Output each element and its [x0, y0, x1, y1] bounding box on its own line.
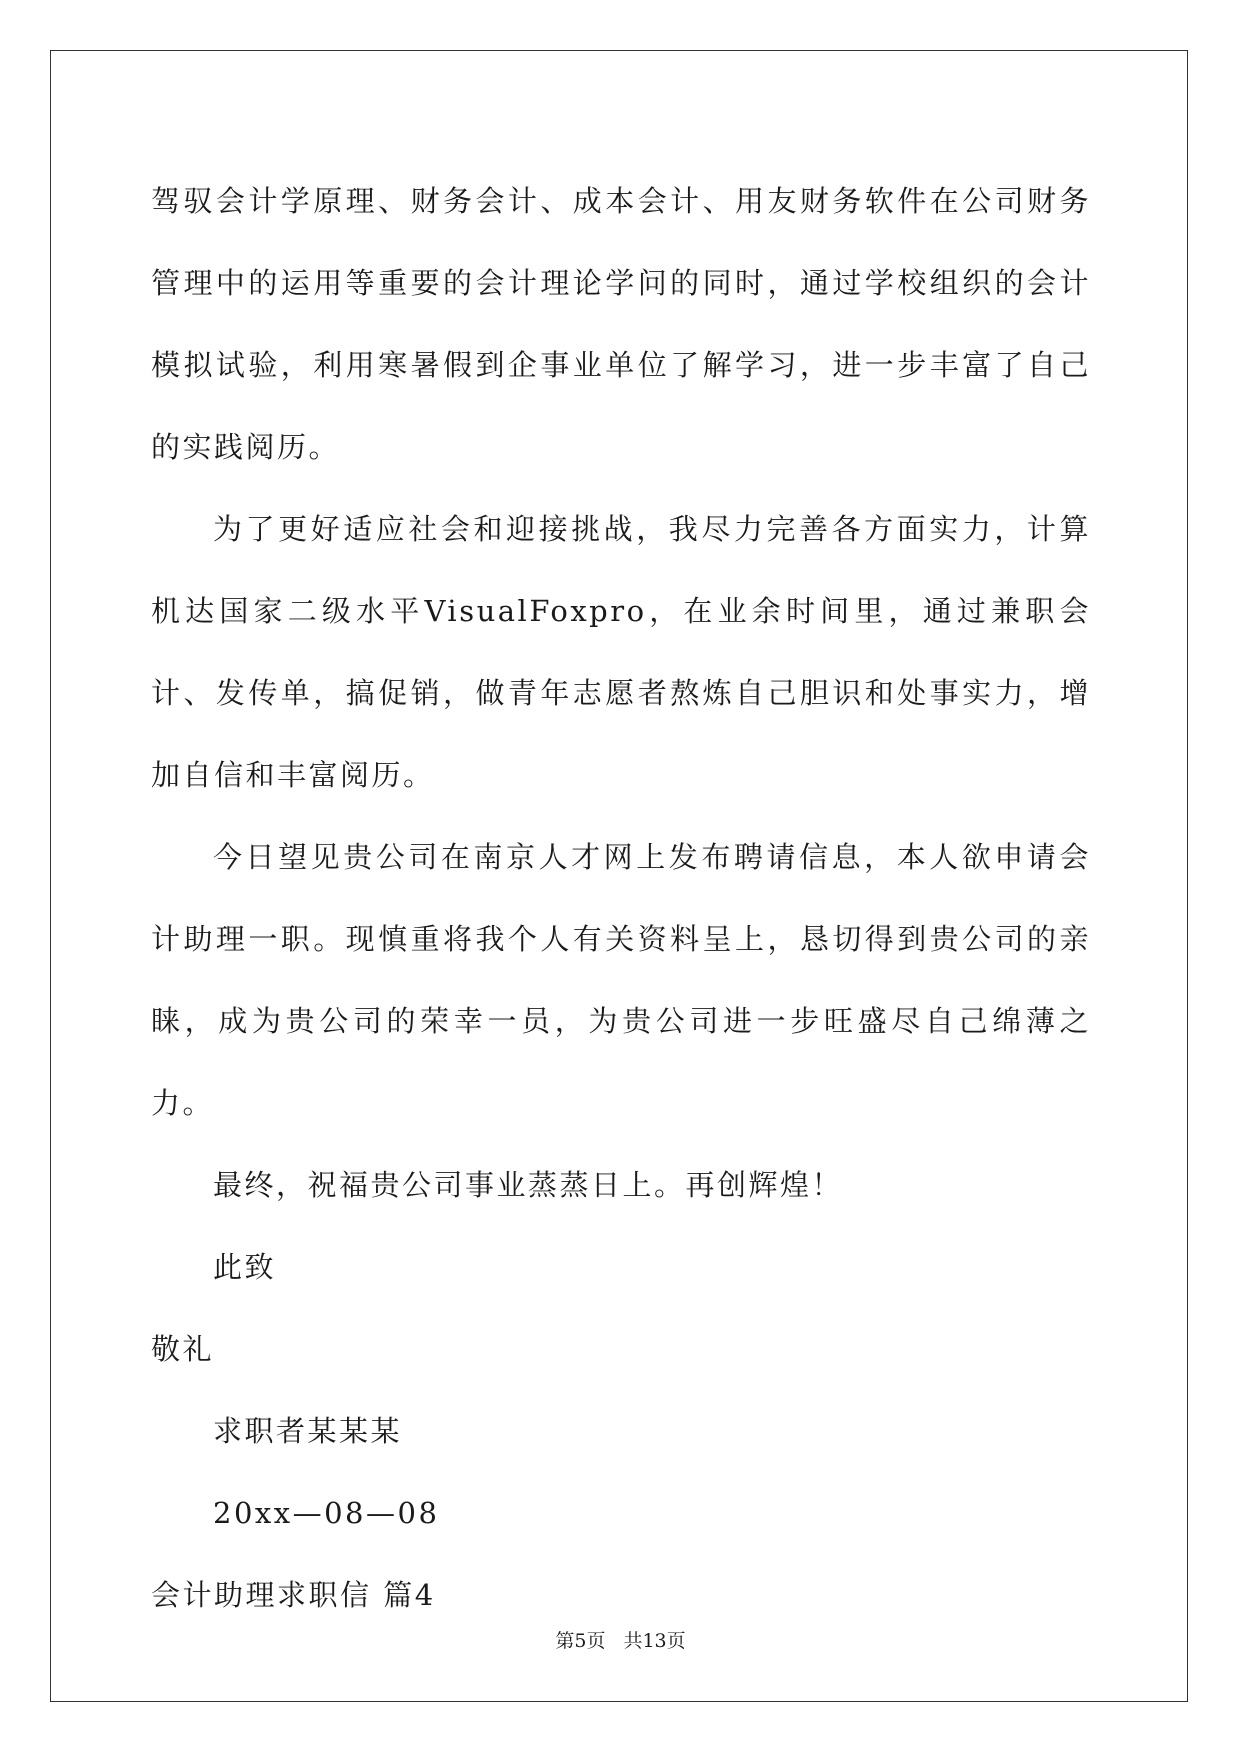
paragraph-closing-wish: 最终，祝福贵公司事业蒸蒸日上。再创辉煌！ — [213, 1168, 844, 1202]
paragraph-skills: 为了更好适应社会和迎接挑战，我尽力完善各方面实力，计算机达国家二级水平VisualFoxpro，在业余时间里，通过兼职会计、发传单，搞促销，做青年志愿者熬炼自己胆识和处事实力，增加自信和丰富阅历。 — [151, 512, 1091, 792]
signature-name: 求职者某某某 — [213, 1414, 403, 1448]
page-footer — [0, 1626, 1241, 1653]
section-heading: 会计助理求职信 篇4 — [151, 1578, 436, 1612]
signature-date: 20xx—08—08 — [213, 1496, 440, 1530]
page-total: 共13页 — [623, 1630, 686, 1652]
page-number: 第5页 — [555, 1630, 606, 1652]
document-body — [151, 160, 1091, 1636]
salutation-jingli: 敬礼 — [151, 1332, 215, 1366]
paragraph-continuation: 驾驭会计学原理、财务会计、成本会计、用友财务软件在公司财务管理中的运用等重要的会计理论学问的同时，通过学校组织的会计模拟试验，利用寒暑假到企事业单位了解学习，进一步丰富了自己的实践阅历。 — [151, 184, 1091, 464]
salutation-cizhi: 此致 — [213, 1250, 277, 1284]
paragraph-application: 今日望见贵公司在南京人才网上发布聘请信息，本人欲申请会计助理一职。现慎重将我个人有关资料呈上，恳切得到贵公司的亲睐，成为贵公司的荣幸一员，为贵公司进一步旺盛尽自己绵薄之力。 — [151, 840, 1091, 1120]
